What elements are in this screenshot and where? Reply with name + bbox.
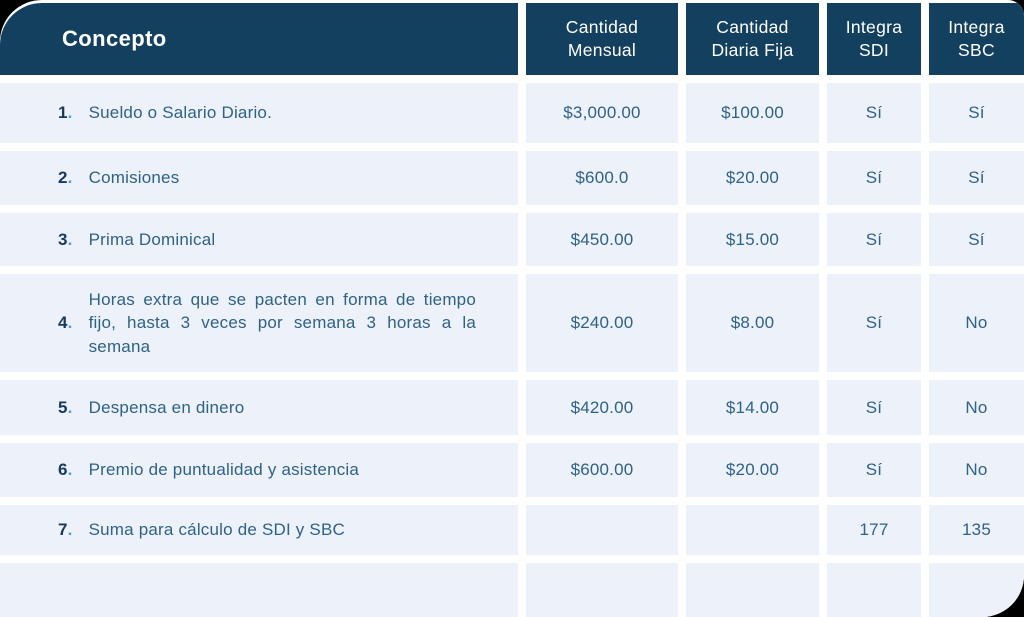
row-number-dot: . — [67, 229, 73, 249]
table-cell-integra-sbc: Sí — [929, 151, 1024, 205]
table-cell-cantidad-mensual-empty — [526, 563, 678, 617]
row-number-dot: . — [67, 397, 73, 417]
table-cell-cantidad-mensual: $240.00 — [526, 274, 678, 372]
table-cell-concepto — [0, 505, 518, 555]
column-header-cantidad-diaria-fija-label: Cantidad Diaria Fija — [711, 17, 794, 60]
row-number: 5 — [58, 397, 68, 417]
table-cell-integra-sbc: No — [929, 274, 1024, 372]
concept-text: Despensa en dinero — [88, 397, 245, 417]
table-cell-concepto — [0, 380, 518, 435]
table-cell-concepto — [0, 274, 518, 372]
table-cell-integra-sdi-empty — [827, 563, 921, 617]
table-cell-integra-sdi: Sí — [827, 274, 921, 372]
column-header-integra-sdi — [827, 3, 921, 75]
table-cell-cantidad-diaria-fija: $20.00 — [686, 443, 819, 497]
table-cell-cantidad-diaria-fija: $15.00 — [686, 213, 819, 266]
row-number: 4 — [58, 313, 68, 332]
table-cell-cantidad-mensual: $3,000.00 — [526, 83, 678, 143]
concept-text: Prima Dominical — [88, 229, 216, 249]
table-cell-cantidad-diaria-fija: $100.00 — [686, 83, 819, 143]
table-cell-integra-sdi: Sí — [827, 213, 921, 266]
concept-text: Sueldo o Salario Diario. — [88, 103, 272, 123]
table-cell-cantidad-diaria-fija: $14.00 — [686, 380, 819, 435]
table-cell-integra-sbc: No — [929, 443, 1024, 497]
table-cell-cantidad-mensual: $450.00 — [526, 213, 678, 266]
table-cell-cantidad-mensual: $600.00 — [526, 443, 678, 497]
table-cell-concepto — [0, 213, 518, 266]
column-header-integra-sdi-label: Integra SDI — [845, 17, 903, 60]
column-header-concepto-label: Concepto — [62, 25, 167, 51]
table-cell-concepto — [0, 151, 518, 205]
table-cell-cantidad-diaria-fija: $8.00 — [686, 274, 819, 372]
concept-text: Premio de puntualidad y asistencia — [88, 460, 360, 480]
table-cell-cantidad-mensual: $420.00 — [526, 380, 678, 435]
table-cell-cantidad-diaria-fija-empty — [686, 563, 819, 617]
column-header-cantidad-mensual — [526, 3, 678, 75]
table-cell-integra-sdi: Sí — [827, 380, 921, 435]
row-number: 2 — [58, 168, 68, 187]
row-number: 6 — [58, 460, 68, 479]
column-header-concepto — [0, 3, 518, 75]
row-number-dot: . — [67, 520, 73, 539]
table-cell-concepto-empty — [0, 563, 518, 617]
row-number-dot: . — [67, 460, 73, 479]
concept-text: Comisiones — [88, 168, 180, 188]
concept-text: Suma para cálculo de SDI y SBC — [88, 520, 345, 540]
table-cell-integra-sbc: No — [929, 380, 1024, 435]
row-number-dot: . — [67, 168, 73, 187]
row-number: 1 — [58, 103, 68, 122]
table-cell-integra-sdi: Sí — [827, 83, 921, 143]
table-cell-concepto — [0, 83, 518, 143]
table-cell-integra-sdi: Sí — [827, 443, 921, 497]
table-cell-integra-sbc: Sí — [929, 213, 1024, 266]
table-cell-cantidad-mensual — [526, 505, 678, 555]
table-cell-cantidad-diaria-fija: $20.00 — [686, 151, 819, 205]
table-cell-integra-sbc: 135 — [929, 505, 1024, 555]
column-header-cantidad-mensual-label: Cantidad Mensual — [565, 17, 639, 60]
row-number: 7 — [58, 520, 68, 539]
table-cell-integra-sbc-empty — [929, 563, 1024, 617]
row-number: 3 — [58, 229, 68, 249]
table-cell-concepto — [0, 443, 518, 497]
table-cell-cantidad-diaria-fija — [686, 505, 819, 555]
table-cell-integra-sdi: Sí — [827, 151, 921, 205]
column-header-integra-sbc-label: Integra SBC — [948, 17, 1005, 60]
column-header-integra-sbc — [929, 3, 1024, 75]
row-number-dot: . — [67, 103, 73, 122]
payroll-concepts-table — [0, 3, 1024, 617]
table-cell-cantidad-mensual: $600.0 — [526, 151, 678, 205]
concept-text: Horas extra que se pacten en forma de tiempo fijo, hasta 3 veces por semana 3 horas a la semana — [88, 289, 476, 356]
table-cell-integra-sbc: Sí — [929, 83, 1024, 143]
row-number-dot: . — [67, 313, 73, 332]
table-cell-integra-sdi: 177 — [827, 505, 921, 555]
column-header-cantidad-diaria-fija — [686, 3, 819, 75]
